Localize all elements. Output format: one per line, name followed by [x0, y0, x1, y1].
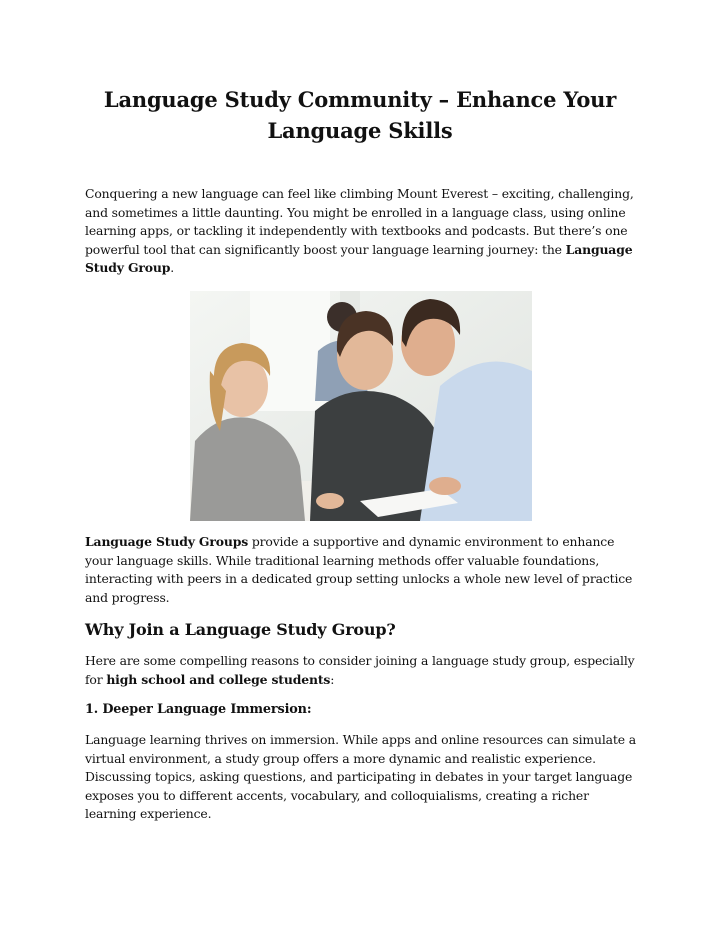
study-group-photo [190, 291, 532, 521]
intro-end: . [170, 260, 175, 276]
subheading: 1. Deeper Language Immersion: [85, 702, 312, 717]
section-heading: Why Join a Language Study Group? [85, 620, 396, 639]
groups-paragraph [85, 533, 640, 607]
groups-bold-term: Language Study Groups [85, 534, 249, 549]
intro-bold-term: Language Study Group [85, 241, 633, 276]
reasons-end: : [330, 671, 335, 687]
intro-paragraph [85, 185, 640, 278]
immersion-paragraph: Language learning thrives on immersion. While apps and online resources can simulate a virtual environment, a study group offers a more dynamic and realistic experience. Discussing topics, asking questions, and participating in debates in your target language exposes you to different accents, vocabulary, and colloquialisms, creating a richer learning experience. [85, 732, 636, 822]
reasons-paragraph [85, 652, 640, 689]
reasons-bold-term: high school and college students [106, 671, 331, 687]
intro-text: Conquering a new language can feel like climbing Mount Everest – exciting, challenging, and sometimes a little daunting. You might be enrolled in a language class, using online learning apps, or tackling it independently with textbooks and podcasts. But there’s one powerful tool that can significantly boost your language learning journey: the [85, 186, 634, 257]
reasons-text: Here are some compelling reasons to consider joining a language study group, especially for [85, 653, 635, 687]
groups-text: provide a supportive and dynamic environment to enhance your language skills. While traditional learning methods offer valuable foundations, interacting with peers in a dedicated group setting unlocks a whole new level of practice and progress. [85, 534, 633, 605]
page-title: Language Study Community – Enhance Your Language Skills [103, 87, 617, 143]
